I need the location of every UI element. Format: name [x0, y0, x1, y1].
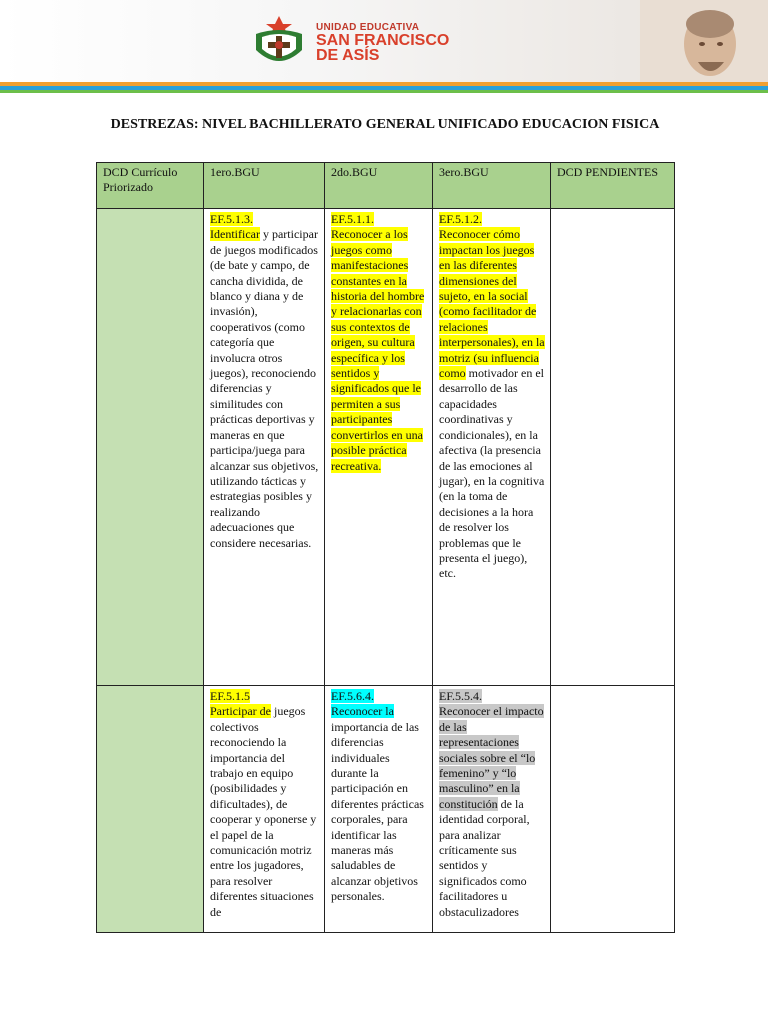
cell-1ero: [204, 209, 325, 686]
cell-pendientes: [551, 209, 675, 686]
skill-code: EF.5.5.4.: [439, 689, 483, 703]
skill-text: motivador en el desarrollo de las capacidades coordinativas y condicionales), en la afectiva (la presencia de las emociones al jugar), en la cognitiva (en la toma de decisiones a la hora de resolver los problemas que le presenta el juego), etc.: [439, 366, 545, 581]
skill-code: EF.5.1.1.: [331, 212, 375, 226]
school-name-line1: UNIDAD EDUCATIVA: [316, 22, 420, 33]
column-header-1ero: 1ero.BGU: [204, 163, 325, 209]
highlighted-text: Participar de: [210, 704, 271, 719]
skill-text: juegos colectivos reconociendo la importancia del trabajo en equipo (posibilidades y dificultades), de cooperar y oponerse y el papel de la comunicación motriz entre los jugadores, para resolver diferentes situaciones de: [210, 704, 317, 919]
skill-text: importancia de las diferencias individuales durante la participación en diferentes prácticas corporales, para identificar las maneras más saludables de alcanzar objetivos personales.: [331, 719, 424, 904]
cell-2do: [325, 686, 433, 933]
page-header: [0, 0, 768, 96]
school-name-line3: DE ASÍS: [316, 47, 380, 64]
table-row: [97, 686, 675, 933]
school-crest-icon: [248, 14, 310, 72]
highlighted-text: Reconocer a los juegos como manifestaciones constantes en la historia del hombre y relacionarlas con sus contextos de origen, su cultura específica y los sentidos y significados que le permiten a sus participantes convertirlos en una posible práctica recreativa.: [331, 227, 425, 473]
highlighted-text: Reconocer cómo impactan los juegos en las diferentes dimensiones del sujeto, en la social (como facilitador de relaciones interpersonales), en la motriz (su influencia como: [439, 227, 545, 381]
cell-2do: [325, 209, 433, 686]
document-title: DESTREZAS: NIVEL BACHILLERATO GENERAL UNIFICADO EDUCACION FISICA: [110, 117, 660, 132]
cell-3ero: [433, 209, 551, 686]
school-name-line2: SAN FRANCISCO: [316, 32, 450, 49]
column-header-2do: 2do.BGU: [325, 163, 433, 209]
skill-code: EF.5.1.3.: [210, 212, 254, 226]
skill-code: EF.5.1.2.: [439, 212, 483, 226]
saint-portrait-image: [640, 0, 768, 82]
cell-3ero: [433, 686, 551, 933]
header-stripe-green: [0, 90, 768, 93]
highlighted-text: Reconocer el impacto de las representaciones sociales sobre el “lo femenino” y “lo masculino” en la constitución: [439, 704, 544, 811]
skill-text: y participar de juegos modificados (de bate y campo, de cancha dividida, de blanco y diana y de invasión), cooperativos (como categoría que involucra otros juegos), reconociendo diferencias y similitudes con prácticas deportivas y maneras en que participa/juega para alcanzar sus objetivos, utilizando tácticas y estrategias posibles y realizando adecuaciones que considere necesarias.: [210, 227, 319, 550]
dcd-cell: [97, 686, 204, 933]
column-header-3ero: 3ero.BGU: [433, 163, 551, 209]
dcd-cell: [97, 209, 204, 686]
skill-code: EF.5.1.5: [210, 689, 251, 703]
skills-table: [96, 162, 675, 933]
highlighted-text: Identificar: [210, 227, 260, 242]
skill-code: EF.5.6.4.: [331, 689, 375, 703]
skill-text: de la identidad corporal, para analizar críticamente sus sentidos y significados como facilitadores u obstaculizadores: [439, 796, 530, 919]
table-header-row: [97, 163, 675, 209]
cell-1ero: [204, 686, 325, 933]
highlighted-text: Reconocer la: [331, 704, 394, 719]
column-header-pendientes: DCD PENDIENTES: [551, 163, 675, 209]
cell-pendientes: [551, 686, 675, 933]
school-name: [316, 22, 449, 63]
table-row: [97, 209, 675, 686]
column-header-dcd: DCD Currículo Priorizado: [97, 163, 204, 209]
